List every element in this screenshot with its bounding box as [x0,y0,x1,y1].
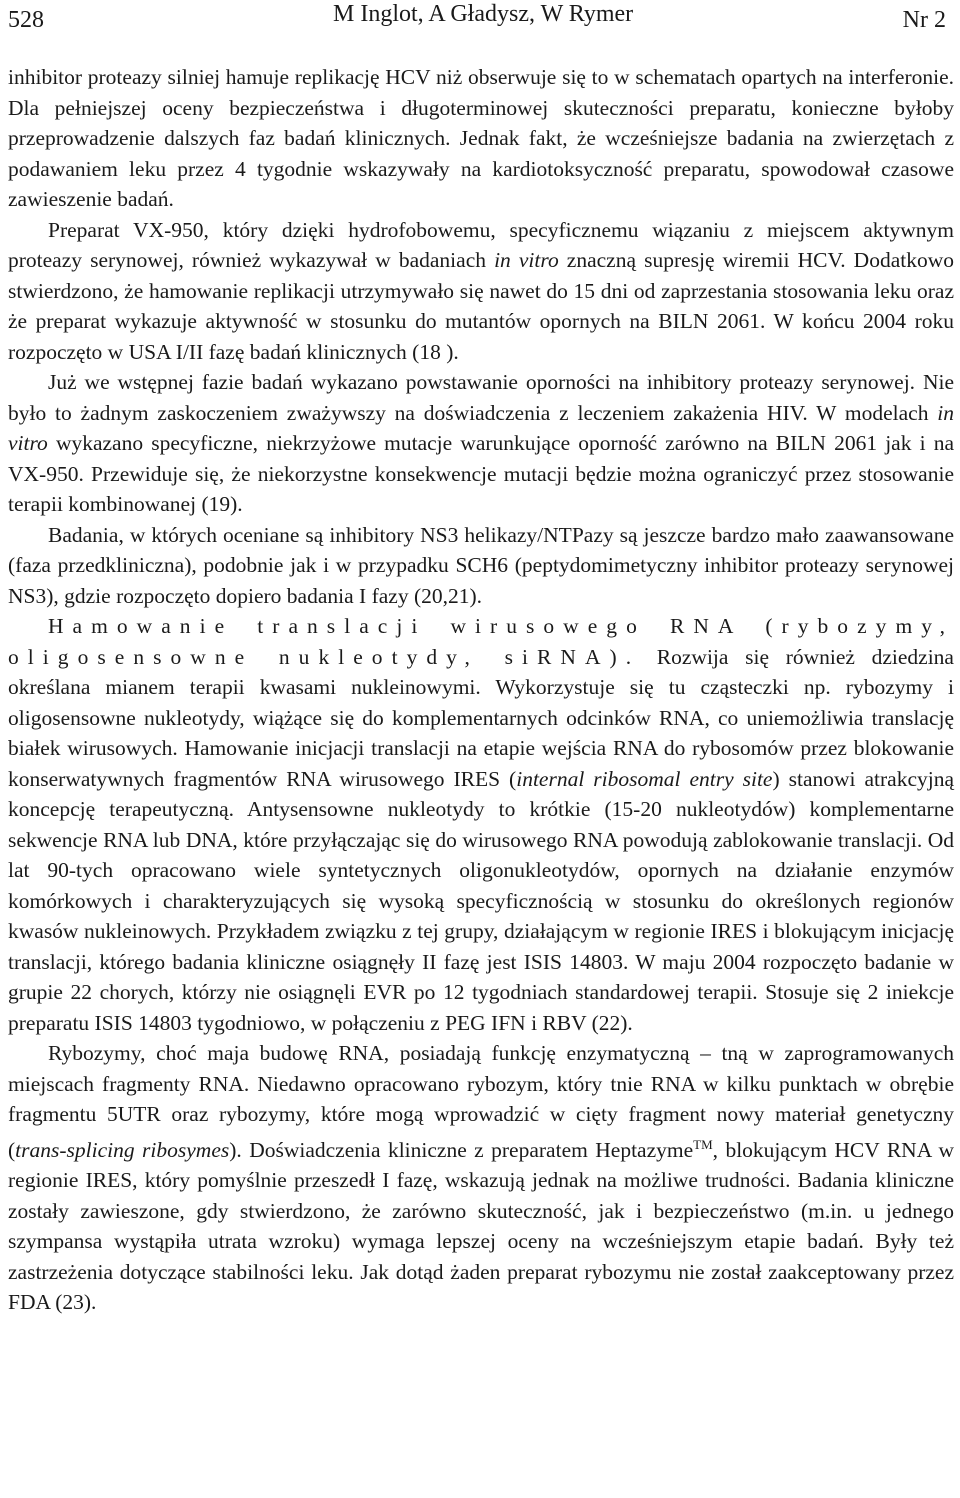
paragraph-2-italic: in vitro [494,248,559,272]
paragraph-6-part-1: Rybozymy, choć maja budowę RNA, posiadają funkcję enzymatyczną – tną w zaprogramowanych miejscach fragmenty RNA. Niedawno opracowano rybozym, który tnie RNA w kilku punktach w obrębie fragmentu 5UTR oraz rybozymy, które mogą wprowadzić w cięty fragment nowy materiał genetyczny ( [8,1041,954,1162]
author-line: M Inglot, A Gładysz, W Rymer [333,1,634,27]
paragraph-4: Badania, w których oceniane są inhibitory NS3 helikazy/NTPazy są jeszcze bardzo mało zaawansowane (faza przedkliniczna), podobnie jak i w przypadku SCH6 (peptydomimetyczny inhibitor proteazy serynowej NS3), gdzie rozpoczęto dopiero badania I fazy (20,21). [8,522,954,608]
page-number: 528 [8,7,44,33]
paragraph-2 [8,215,954,368]
paragraph-5-italic: internal ribosomal entry site [516,766,773,791]
trademark-superscript: TM [693,1136,713,1152]
paragraph-2-part-1: Preparat VX-950, który dzięki hydrofobowemu, specyficznemu wiązaniu z miejscem aktywnym proteazy serynowej, również wykazywał w badaniach [8,217,954,272]
paragraph-6-part-2: ). Doświadczenia kliniczne z preparatem Heptazyme [229,1137,694,1162]
paragraph-5 [8,611,954,1038]
paragraph-1: inhibitor proteazy silniej hamuje replikację HCV niż obserwuje się to w schematach opartych na interferonie. Dla pełniejszej oceny bezpieczeństwa i długoterminowej skuteczności preparatu, konieczne byłoby przeprowadzenie dalszych faz badań klinicznych. Jednak fakt, że wcześniejsze badania na zwierzętach z podawaniem leku przez 4 tygodnie wskazywały na kardiotoksyczność preparatu, spowodował czasowe zawieszenie badań. [8,65,954,211]
paragraph-6 [8,1038,954,1318]
paragraph-5-part-1: Rozwija się również dziedzina określana mianem terapii kwasami nukleinowymi. Wykorzystuje się tu cząsteczki np. rybozymy i oligosensowne nukleotydy, wiążące się do komplementarnych odcinków RNA, co uniemożliwia translację białek wirusowych. Hamowanie inicjacji translacji na etapie wejścia RNA do rybosomów przez blokowanie konserwatywnych fragmentów RNA wirusowego IRES ( [8,644,954,791]
running-head [8,0,952,36]
paragraph-3-part-1: Już we wstępnej fazie badań wykazano powstawanie oporności na inhibitory proteazy serynowej. Nie było to żadnym zaskoczeniem zważywszy na doświadczenia z leczeniem zakażenia HIV. W modelach [8,370,954,425]
section-heading-spaced: Hamowanie translacji wirusowego RNA (rybozymy, oligosensowne nukleotydy, siRNA). [8,614,954,669]
issue-number: Nr 2 [902,7,946,33]
paragraph-5-part-2: ) stanowi atrakcyjną koncepcję terapeutyczną. Antysensowne nukleotydy to krótkie (15-20 nukleotydów) komplementarne sekwencje RNA lub DNA, które przyłączając się do wirusowego RNA powodują zablokowanie translacji. Od lat 90-tych opracowano wiele syntetycznych oligonukleotydów, opornych na działanie enzymów komórkowych i charakteryzujących się wysoką specyficznością w stosunku do określonych regionów kwasów nukleinowych. Przykładem związku z tej grupy, działającym w regionie IRES i blokującym inicjację translacji, którego badania kliniczne osiągnęły II fazę jest ISIS 14803. W maju 2004 rozpoczęto badanie w grupie 22 chorych, którzy nie osiągnęli EVR po 12 tygodniach standardowej terapii. Stosuje się 2 iniekcje preparatu ISIS 14803 tygodniowo, w połączeniu z PEG IFN i RBV (22). [8,766,954,1035]
paragraph-3 [8,367,954,520]
paragraph-6-part-3: , blokującym HCV RNA w regionie IRES, który pomyślnie przeszedł I fazę, wskazują jednak na możliwe trudności. Badania kliniczne zostały zawieszone, gdy stwierdzono, że zarówno skuteczność, jak i bezpieczeństwo (m.in. u jednego szympansa wystąpiła utrata wzroku) wymaga lepszej oceny na wcześniejszym etapie badań. Były też zastrzeżenia dotyczące stabilności leku. Jak dotąd żaden preparat rybozymu nie został zaakceptowany przez FDA (23). [8,1137,954,1315]
paragraph-3-part-2: wykazano specyficzne, niekrzyżowe mutacje warunkujące oporność zarówno na BILN 2061 jak i na VX-950. Przewiduje się, że niekorzystne konsekwencje mutacji będzie można ograniczyć przez stosowanie terapii kombinowanej (19). [8,431,954,516]
article-body [8,62,954,1318]
paragraph-2-part-2: znaczną supresję wiremii HCV. Dodatkowo stwierdzono, że hamowanie replikacji utrzymywało się nawet do 15 dni od zaprzestania stosowania leku oraz że preparat wykazuje aktywność w stosunku do mutantów opornych na BILN 2061. W końcu 2004 roku rozpoczęto w USA I/II fazę badań klinicznych (18 ). [8,248,954,364]
paragraph-3-italic: in vitro [8,400,954,455]
paragraph-6-italic: trans-splicing ribosymes [15,1137,230,1162]
